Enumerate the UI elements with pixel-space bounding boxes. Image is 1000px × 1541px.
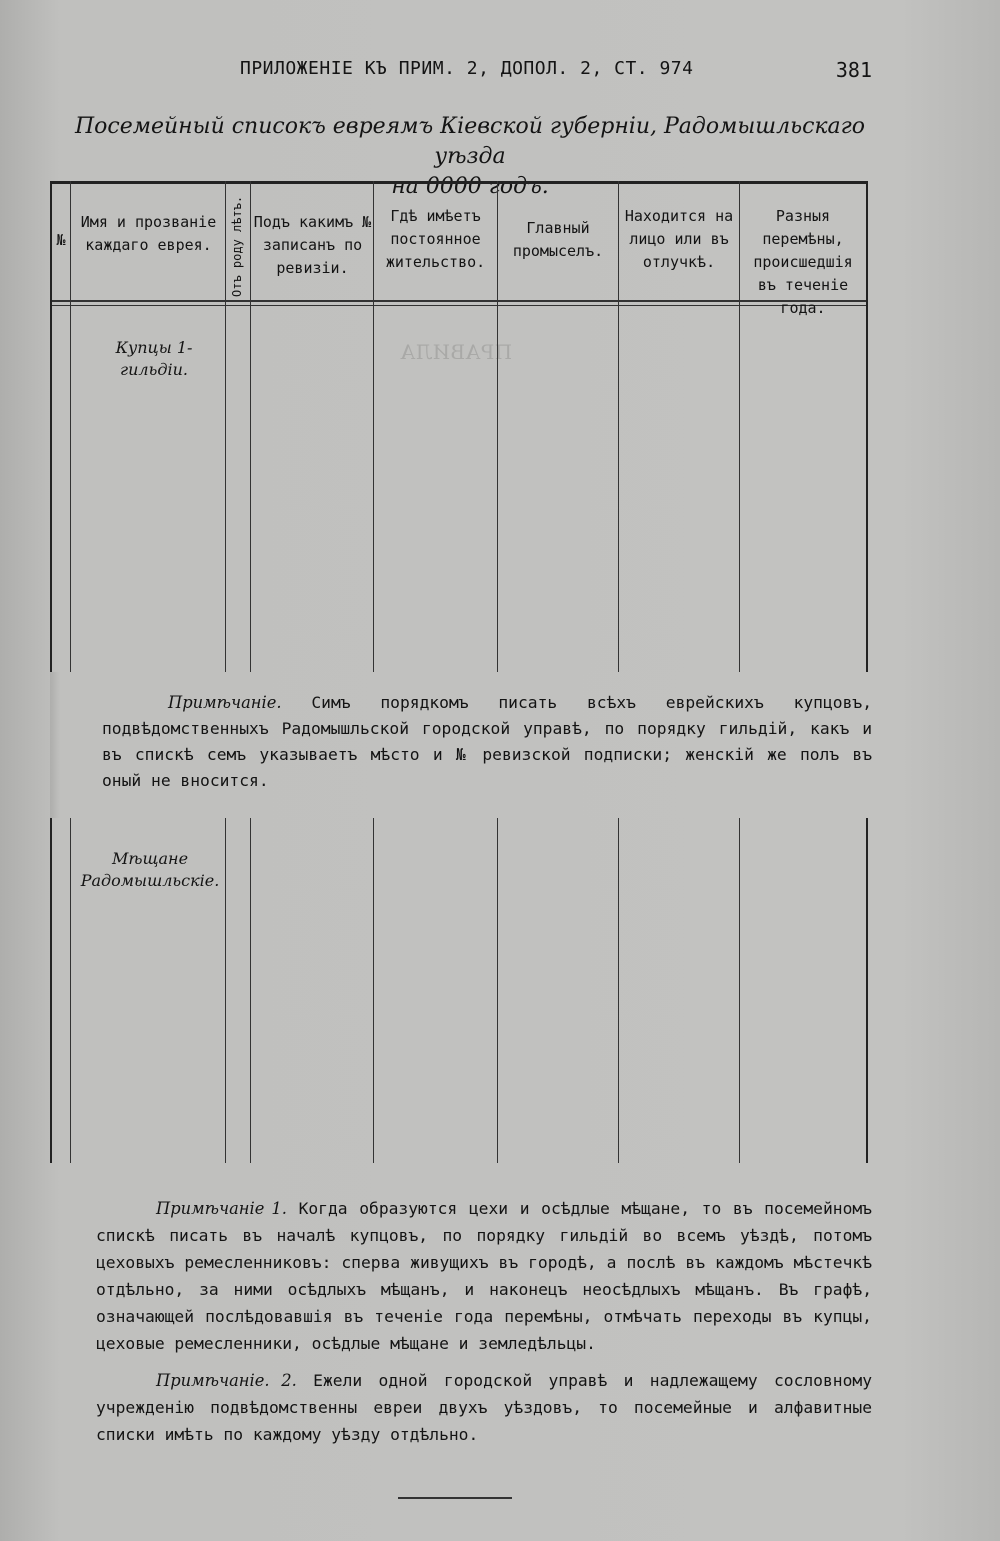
col-header-revision: Подъ какимъ № записанъ по ревизіи. <box>253 213 372 277</box>
section-merchants: Купцы 1-гильдіи. <box>115 338 193 379</box>
col-header-age: Отъ роду лѣтъ. <box>230 195 244 297</box>
table-note <box>102 690 872 794</box>
footnote-2 <box>96 1367 872 1448</box>
page-number: 381 <box>835 58 872 82</box>
bleed-through-mark: ПРАВИЛА <box>400 340 513 364</box>
footnote-2-label: Примѣчаніе. 2. <box>156 1371 297 1390</box>
col-header-number: № <box>56 231 66 249</box>
footnote-2-text: Ежели одной городской управѣ и надлежащему сословному учрежденію подвѣдомственны евреи двухъ уѣздовъ, то посемейные и алфавитные списки имѣть по каждому уѣзду отдѣльно. <box>96 1371 872 1444</box>
section-townspeople: Мѣщане Радомышльскіе. <box>80 849 220 890</box>
footnote-1-label: Примѣчаніе 1. <box>156 1199 287 1218</box>
col-header-name: Имя и прозваніе каждаго еврея. <box>80 213 217 254</box>
form-title-line2: на 0000 годъ. <box>391 174 549 199</box>
col-header-trade: Главный промыселъ. <box>512 219 604 260</box>
table-top-rule <box>50 181 866 184</box>
col-header-presence: Находится на лицо или въ отлучкѣ. <box>624 207 734 271</box>
table-note-label: Примѣчаніе. <box>168 693 282 712</box>
closing-rule <box>398 1497 512 1499</box>
col-header-residence: Гдѣ имѣетъ постоянное жительство. <box>385 207 486 271</box>
table-note-text: Симъ порядкомъ писать всѣхъ еврейскихъ купцовъ, подвѣдомственныхъ Радомышльской городской управѣ, по порядку гильдій, какъ и въ спискѣ семъ указываетъ мѣсто и № ревизской подписки; женскій же полъ въ оный не вносится. <box>102 693 872 790</box>
footnote-1 <box>96 1195 872 1357</box>
running-head: ПРИЛОЖЕНІЕ КЪ ПРИМ. 2, ДОПОЛ. 2, СТ. 974 <box>240 58 694 79</box>
footnote-1-text: Когда образуются цехи и осѣдлые мѣщане, то въ посемейномъ спискѣ писать въ началѣ купцовъ, по порядку гильдій во всемъ уѣздѣ, потомъ цеховыхъ ремесленниковъ: сперва живущихъ въ городѣ, а послѣ въ каждомъ мѣстечкѣ отдѣльно, за ними осѣдлыхъ мѣщанъ, и наконецъ неосѣдлыхъ мѣщанъ. Въ графѣ, означающей послѣдовавшія въ теченіе года перемѣны, отмѣчать переходы въ купцы, цеховые ремесленники, осѣдлые мѣщане и земледѣльцы. <box>96 1199 872 1353</box>
form-title-line1: Посемейный списокъ евреямъ Кіевской губерніи, Радомышльскаго уѣзда <box>74 114 866 169</box>
col-header-changes: Разныя перемѣны, происшедшія въ теченіе года. <box>753 207 853 317</box>
